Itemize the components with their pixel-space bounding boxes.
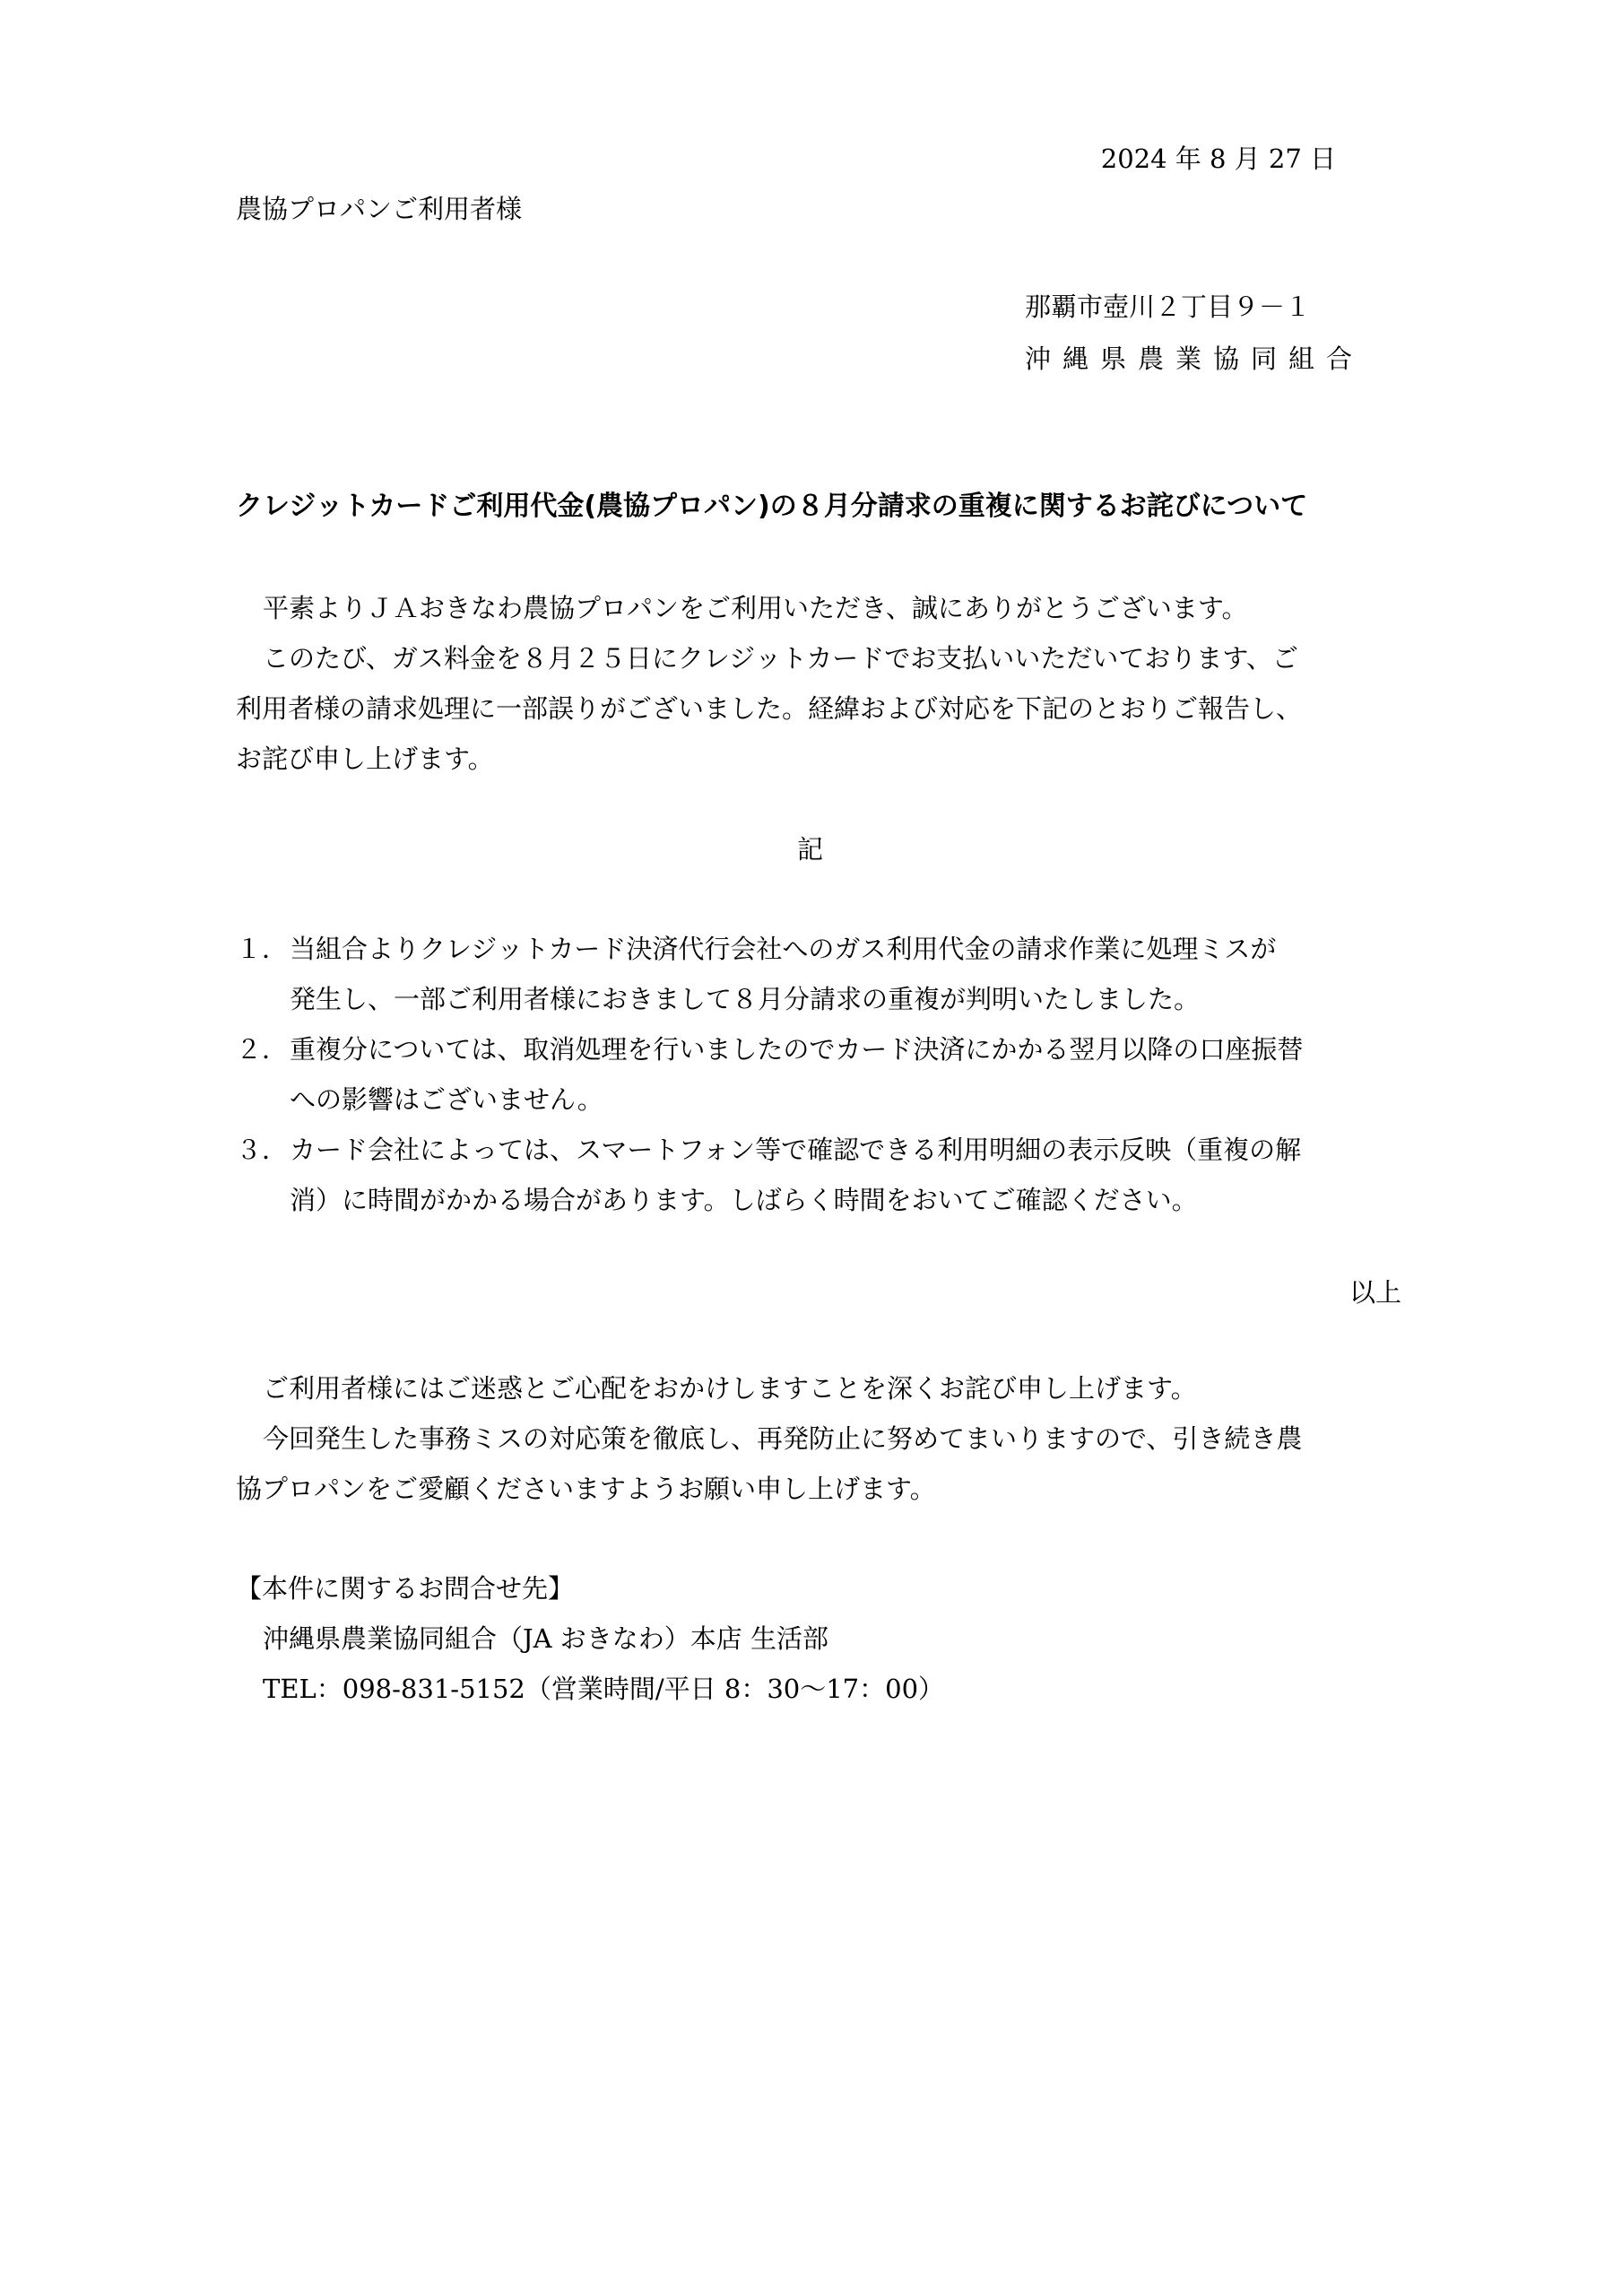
item-text: 重複分については、取消処理を行いましたのでカード決済にかかる翌月以降の口座振替 — [290, 1034, 1304, 1065]
contact-organization: 沖縄県農業協同組合（JA おきなわ）本店 生活部 — [263, 1623, 829, 1654]
item-number: １． — [236, 934, 289, 964]
closing-line: ご利用者様にはご迷惑とご心配をおかけしますことを深くお詫び申し上げます。 — [263, 1373, 1197, 1404]
list-item — [236, 1024, 1401, 1125]
letter-title: クレジットカードご利用代金(農協プロパン)の８月分請求の重複に関するお詫びについて — [236, 491, 1308, 522]
letter-date: 2024 年 8 月 27 日 — [1100, 144, 1336, 174]
greeting-line: 平素よりＪＡおきなわ農協プロパンをご利用いただき、誠にありがとうございます。 — [263, 593, 1248, 623]
list-item — [236, 924, 1401, 1024]
greeting-paragraph — [236, 583, 1401, 784]
item-text: への影響はございません。 — [290, 1084, 603, 1115]
closing-line: 協プロパンをご愛顧くださいますようお願い申し上げます。 — [236, 1474, 936, 1504]
sender-address: 那覇市壺川２丁目９－１ — [1025, 291, 1312, 322]
contact-block — [236, 1563, 944, 1714]
greeting-line: このたび、ガス料金を８月２５日にクレジットカードでお支払いいただいております、ご — [263, 643, 1298, 674]
ki-heading: 記 — [797, 834, 824, 865]
item-text: 発生し、一部ご利用者様におきまして８月分請求の重複が判明いたしました。 — [290, 984, 1201, 1014]
item-number: ３． — [236, 1135, 289, 1165]
item-text: カード会社によっては、スマートフォン等で確認できる利用明細の表示反映（重複の解 — [290, 1135, 1302, 1165]
recipient: 農協プロパンご利用者様 — [236, 194, 523, 224]
sender-organization: 沖縄県農業協同組合 — [1025, 344, 1365, 374]
contact-phone: TEL：098-831-5152（営業時間/平日 8：30～17：00） — [263, 1674, 945, 1704]
item-number: ２． — [236, 1034, 289, 1065]
closing-paragraph — [236, 1363, 1401, 1514]
contact-heading: 【本件に関するお問合せ先】 — [236, 1573, 575, 1604]
item-text: 消）に時間がかかる場合があります。しばらく時間をおいてご確認ください。 — [290, 1185, 1198, 1215]
item-text: 当組合よりクレジットカード決済代行会社へのガス利用代金の請求作業に処理ミスが — [290, 934, 1277, 964]
sender-block — [1025, 291, 1364, 396]
item-list — [236, 924, 1401, 1225]
greeting-line: 利用者様の請求処理に一部誤りがございました。経緯および対応を下記のとおりご報告し、 — [236, 693, 1303, 724]
closing-line: 今回発生した事務ミスの対応策を徹底し、再発防止に努めてまいりますので、引き続き農 — [263, 1423, 1303, 1454]
list-item — [236, 1125, 1401, 1225]
ijou-closing-mark: 以上 — [1349, 1277, 1401, 1308]
greeting-line: お詫び申し上げます。 — [236, 744, 494, 774]
